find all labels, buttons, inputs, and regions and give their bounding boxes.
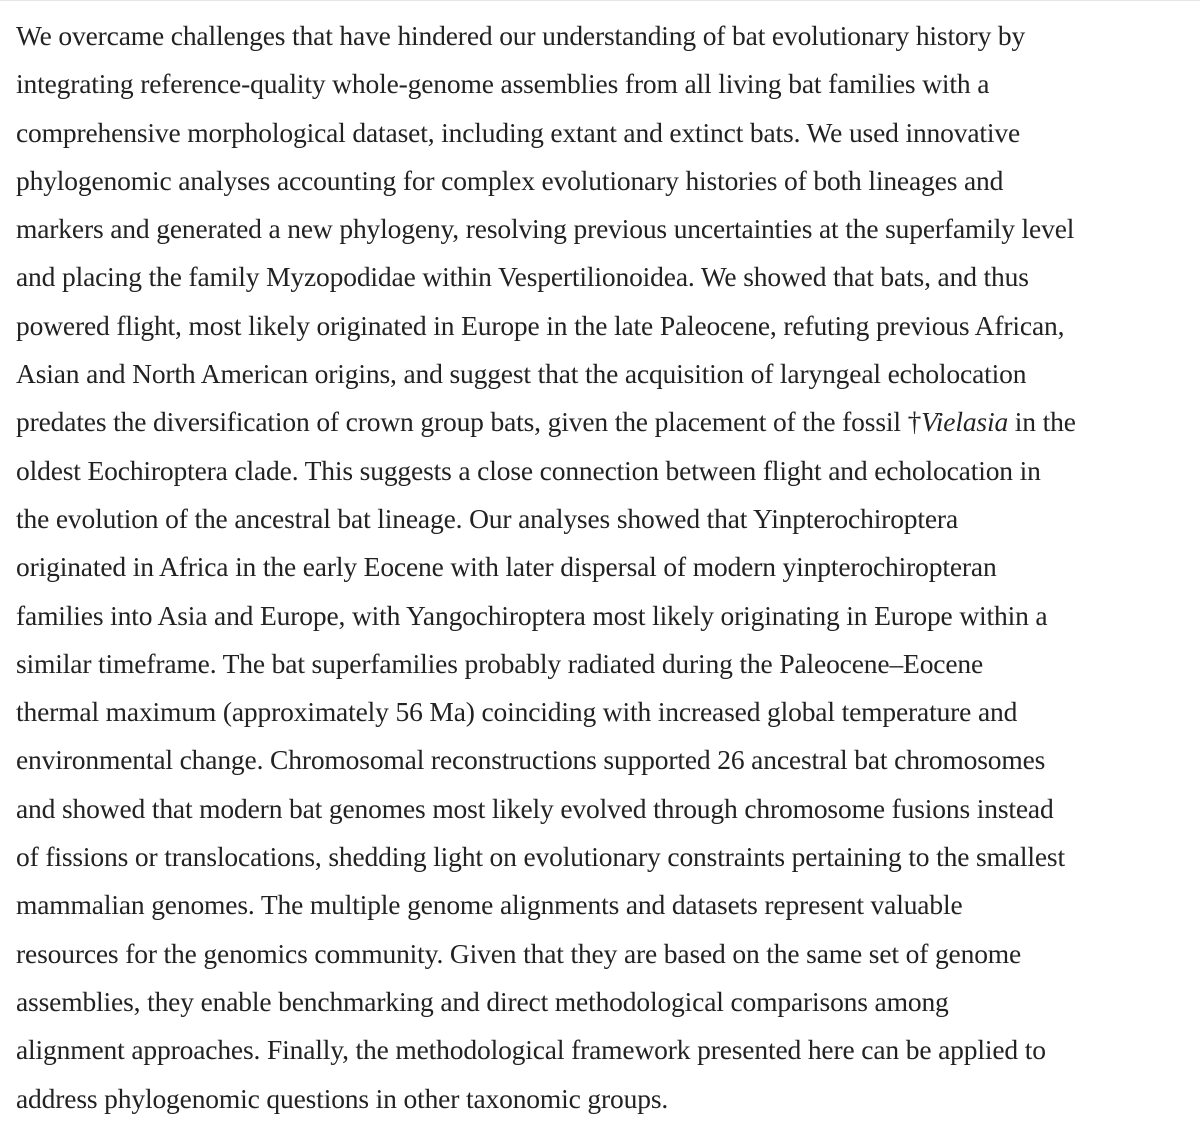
text-line: [16, 398, 1188, 446]
text-line: [16, 592, 1188, 640]
text-line: [16, 1026, 1188, 1074]
text-line: [16, 1075, 1188, 1123]
text-run: of fissions or translocations, shedding light on evolutionary constraints pertaining to the smallest: [16, 841, 1065, 873]
text-run: environmental change. Chromosomal reconstructions supported 26 ancestral bat chromosomes: [16, 744, 1046, 776]
text-run: markers and generated a new phylogeny, resolving previous uncertainties at the superfamily level: [16, 213, 1075, 245]
text-run: powered flight, most likely originated in Europe in the late Paleocene, refuting previous African,: [16, 309, 1065, 341]
text-run: families into Asia and Europe, with Yangochiroptera most likely originating in Europe within a: [16, 599, 1048, 631]
text-line: [16, 447, 1188, 495]
text-line: [16, 688, 1188, 736]
text-run: mammalian genomes. The multiple genome alignments and datasets represent valuable: [16, 889, 963, 921]
text-run: comprehensive morphological dataset, including extant and extinct bats. We used innovative: [16, 116, 1021, 148]
article-body: [16, 12, 1188, 1123]
text-line: [16, 785, 1188, 833]
text-run: alignment approaches. Finally, the methodological framework presented here can be applied to: [16, 1034, 1046, 1066]
text-line: [16, 12, 1188, 60]
text-run: originated in Africa in the early Eocene with later dispersal of modern yinpterochiropteran: [16, 551, 997, 583]
text-line: [16, 350, 1188, 398]
text-run: We overcame challenges that have hindered our understanding of bat evolutionary history by: [16, 20, 1026, 51]
text-run: in the: [1008, 406, 1076, 438]
text-run: oldest Eochiroptera clade. This suggests a close connection between flight and echolocation in: [16, 454, 1041, 486]
text-line: [16, 495, 1188, 543]
text-run: and placing the family Myzopodidae within Vespertilionoidea. We showed that bats, and thus: [16, 261, 1029, 293]
text-line: [16, 736, 1188, 784]
top-divider: [0, 0, 1200, 1]
text-run: address phylogenomic questions in other taxonomic groups.: [16, 1082, 669, 1114]
text-line: [16, 253, 1188, 301]
text-line: [16, 109, 1188, 157]
text-line: [16, 543, 1188, 591]
text-run: similar timeframe. The bat superfamilies probably radiated during the Paleocene–Eocene: [16, 647, 984, 679]
text-run: the evolution of the ancestral bat lineage. Our analyses showed that Yinpterochiroptera: [16, 502, 958, 534]
text-line: [16, 157, 1188, 205]
text-run: resources for the genomics community. Given that they are based on the same set of genome: [16, 937, 1022, 969]
text-line: [16, 302, 1188, 350]
text-line: [16, 640, 1188, 688]
text-run: thermal maximum (approximately 56 Ma) coinciding with increased global temperature and: [16, 696, 1018, 728]
text-line: [16, 978, 1188, 1026]
fossil-taxon-name: Vielasia: [921, 406, 1009, 438]
text-run: phylogenomic analyses accounting for complex evolutionary histories of both lineages and: [16, 164, 1004, 196]
text-run: assemblies, they enable benchmarking and direct methodological comparisons among: [16, 985, 949, 1017]
abstract-paragraph: [16, 12, 1188, 1123]
text-run: predates the diversification of crown group bats, given the placement of the fossil †: [16, 406, 922, 438]
text-line: [16, 833, 1188, 881]
text-line: [16, 930, 1188, 978]
text-line: [16, 205, 1188, 253]
text-line: [16, 60, 1188, 108]
text-run: integrating reference-quality whole-genome assemblies from all living bat families with a: [16, 68, 990, 100]
text-line: [16, 881, 1188, 929]
text-run: and showed that modern bat genomes most likely evolved through chromosome fusions instead: [16, 792, 1054, 824]
text-run: Asian and North American origins, and suggest that the acquisition of laryngeal echolocation: [16, 358, 1027, 390]
